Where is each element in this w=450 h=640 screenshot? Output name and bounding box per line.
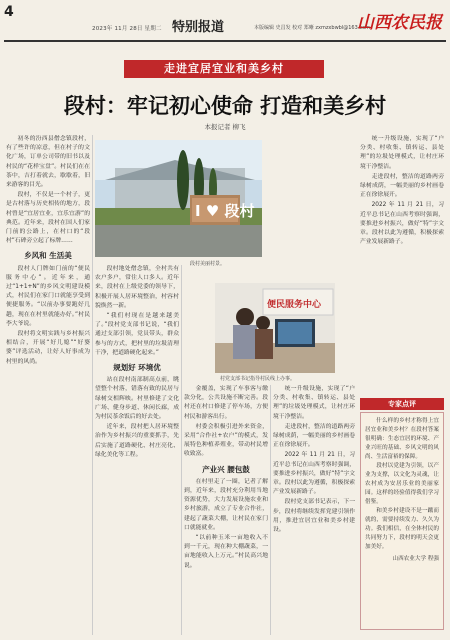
service-center-illustration	[215, 283, 335, 373]
section-title: 特别报道	[172, 20, 225, 35]
paragraph: 村委会积极引进外来资金，采用“合作社+农户”的模式，发展特色种植养殖业，带动村民增收致富。	[184, 423, 268, 458]
page-number: 4	[4, 4, 14, 20]
paragraph: 2022 年 11 月 21 日，习近平总书记在山西考察时强调，要推进乡村振兴，做好“特”字文章。段村以此为遵循，积极探索产业发展新路子。	[360, 202, 444, 246]
expert-commentary-header: 专家点评	[360, 398, 444, 410]
expert-commentary-box	[360, 412, 444, 630]
top-rule	[4, 40, 446, 42]
village-photo-illustration	[95, 140, 262, 257]
paragraph: 初冬的汾西县僧念镇段村，有了些许的凉意，但在村子的文化广场，订单公司带的旧书以及村民的“花样宝盘”。村民们在在茶中，吉打着就去，歇歇着，旧来游客的目光。	[6, 136, 90, 189]
photo2-sign-text: 便民服务中心	[267, 300, 322, 310]
paragraph: 统一升级设施，实现了“户分类、村收集、镇转运、县处理”的垃圾处理模式，让村庄环境干净整洁。	[273, 386, 355, 420]
paragraph: 什么样的乡村才称得上宜居宜业和美乡村？在段村答案很明确：生态宜居的环境、产业兴旺的基础、乡风文明的风尚、生活富裕的保障。	[365, 418, 439, 460]
column-divider	[270, 385, 271, 635]
paragraph: 在村里走了一圈，记者了解到，近年来，段村充分利用当地资源优势，大力发展设施农业和乡村旅游，成立了专业合作社，建起了蔬菜大棚，让村民在家门口就能就业。	[184, 478, 268, 531]
photo-sign-text: I ♥ 段村	[195, 202, 255, 220]
article-byline: 本报记者 柳飞	[204, 123, 246, 131]
paragraph: 段村人门牌如门前的“便民服务中心”。近年来，通过“1+1+N”的乡风文明建设模式，村民们在家门口就能享受到便捷服务。“以前办事要跑好几趟，现在在村里就能办好。”村民李大爷说。	[6, 265, 90, 327]
column-banner: 走进宜居宜业和美乡村	[124, 60, 324, 78]
photo-caption: 村党支部书记指导村民线上办事。	[220, 376, 296, 382]
editor-line: 本版编辑 史昌发 校对 郑晰 zxmzxbwbl@163.com	[254, 25, 371, 31]
paragraph: 段村地处僧念镇，全村共有农户多户，常住人口多人。近年来，段村在上级党委的领导下，积极开展人居环境整治，村容村貌焕然一新。	[95, 266, 179, 309]
subheading: 产业兴 腰包鼓	[202, 464, 250, 474]
column-5	[360, 135, 444, 393]
paragraph: 2022 年 11 月 21 日，习近平总书记在山西考察时强调，要推进乡村振兴，做好“特”字文章。段村以此为遵循，积极探索产业发展新路子。	[273, 452, 355, 496]
date-line: 2023年 11月 28日 星期二	[92, 26, 162, 32]
commentary-author: 山西农业大学 程强	[392, 556, 439, 562]
paragraph: 走进段村，整洁的道路两旁绿树成荫，一幅美丽的乡村画卷正在徐徐展开。	[273, 423, 355, 449]
paragraph: 站在段村南部制高点前，眺望整个村落，错落有致的民居与绿树交相辉映。村里修建了文化广场、健身步道、休闲长廊，成为村民茶余饭后的好去处。	[95, 377, 179, 421]
paragraph: “以前种玉米一亩地收入不到一千元，现在种大棚蔬菜，一亩地能收入上万元。”村民高兴地说。	[184, 535, 268, 569]
paragraph: 近年来，段村把人居环境整治作为乡村振兴的重要抓手，先后实施了道路硬化、村庄亮化、绿化美化等工程。	[95, 424, 179, 458]
subheading: 乡风和 生活美	[24, 251, 72, 261]
column-4	[273, 385, 355, 635]
photo-caption: 段村美丽村景。	[190, 261, 226, 267]
column-3	[184, 385, 268, 635]
subheading: 规划好 环境优	[113, 363, 161, 373]
column-divider	[92, 135, 93, 635]
paragraph: 段村，不仅是一个村子，更是古村落与历史相传的地方，段村曾是“宜居宜业，宜乐宜游”的典范。近年来，段村在国人们家门前的公路上，在村口的“段村”石碑旁立起了标牌……	[6, 192, 90, 245]
newspaper-brand: 山西农民报	[357, 13, 442, 33]
masthead	[4, 4, 446, 40]
article-headline: 段村：牢记初心使命 打造和美乡村	[63, 94, 387, 118]
column-2	[95, 265, 179, 635]
paragraph: 段村以党建为引领，以产业为支撑，以文化为灵魂，让农村成为安居乐业的美丽家园。这样的经验值得我们学习借鉴。	[365, 463, 439, 505]
paragraph: “我们村现在是越来越美了。”段村党支部书记说，“我们通过支部引领，党员带头，群众参与的方式，把村里的垃圾清理干净，把道路硬化起来。”	[95, 313, 179, 356]
paragraph: 统一升级设施，实现了“户分类、村收集、镇转运、县处理”的垃圾处理模式，让村庄环境干净整洁。	[360, 136, 444, 170]
paragraph: 走进段村，整洁的道路两旁绿树成荫，一幅美丽的乡村画卷正在徐徐展开。	[360, 173, 444, 199]
column-1	[6, 135, 90, 635]
service-center-photo	[215, 283, 335, 373]
paragraph: 和美乡村建设不是一蹴而就的，需要持续发力、久久为功。我们相信，在全体村民的共同努力下，段村的明天会更加美好。	[365, 508, 439, 550]
column-divider	[181, 265, 182, 635]
paragraph: 段村党支部书记表示，下一步，段村将继续发挥党建引领作用，推进宜居宜业和美乡村建设。	[273, 499, 355, 534]
paragraph: 段村将文明实践与乡村振兴相结合，开展“好儿媳”“好婆婆”评选活动，让好人好事成为村里的风尚。	[6, 331, 90, 365]
village-photo	[95, 140, 262, 257]
paragraph: 金覆盖，实现了车事客与缴款分化，公共设施不断完善。段村还在村口修建了停车场，方便村民和游客出行。	[184, 386, 268, 420]
